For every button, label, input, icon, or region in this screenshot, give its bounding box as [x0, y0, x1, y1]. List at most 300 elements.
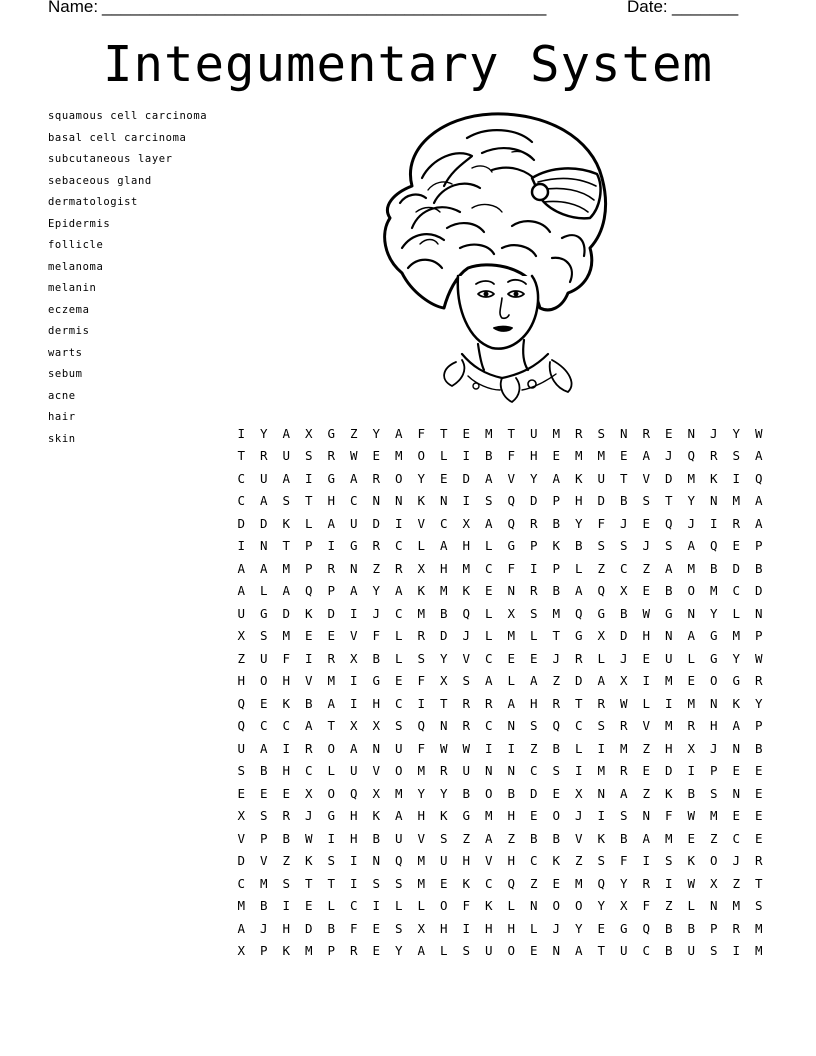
grid-letter: A [394, 808, 403, 824]
grid-letter: R [552, 695, 561, 711]
grid-letter: Z [529, 875, 538, 891]
grid-letter: B [552, 515, 561, 531]
grid-letter: N [372, 740, 381, 756]
grid-letter: X [237, 943, 246, 959]
grid-letter: G [732, 673, 741, 689]
grid-letter: W [619, 695, 628, 711]
word-list-item: sebaceous gland [48, 174, 152, 187]
grid-letter: G [664, 605, 673, 621]
word-list-item: follicle [48, 239, 104, 251]
grid-letter: H [529, 695, 538, 711]
grid-letter: U [259, 470, 268, 486]
grid-letter: Q [304, 583, 313, 599]
grid-letter: J [372, 605, 381, 621]
grid-letter: B [259, 898, 268, 914]
grid-letter: Q [394, 853, 403, 869]
grid-letter: E [439, 470, 448, 486]
grid-letter: V [462, 650, 471, 666]
grid-letter: S [259, 808, 268, 824]
grid-letter: R [484, 695, 493, 711]
grid-letter: R [687, 718, 696, 734]
grid-letter: A [237, 560, 246, 576]
grid-letter: T [619, 470, 628, 486]
grid-letter: D [529, 493, 538, 509]
grid-letter: L [732, 605, 741, 621]
grid-letter: Q [687, 448, 696, 464]
grid-letter: L [484, 605, 493, 621]
grid-letter: N [709, 695, 718, 711]
grid-letter: T [282, 538, 291, 554]
grid-letter: E [304, 898, 313, 914]
grid-letter: S [732, 448, 741, 464]
grid-letter: U [529, 425, 538, 441]
word-list-item: skin [48, 432, 76, 445]
grid-letter: T [574, 695, 583, 711]
grid-letter: B [462, 785, 471, 801]
grid-letter: R [394, 560, 403, 576]
grid-letter: L [417, 898, 426, 914]
grid-letter: H [507, 853, 516, 869]
victorian-woman-illustration [372, 108, 624, 406]
grid-letter: B [507, 785, 516, 801]
grid-letter: S [439, 830, 448, 846]
grid-letter: A [259, 493, 268, 509]
grid-letter: X [349, 718, 358, 734]
grid-letter: B [372, 830, 381, 846]
grid-letter: R [259, 448, 268, 464]
grid-letter: N [439, 493, 448, 509]
grid-letter: P [552, 493, 561, 509]
grid-letter: S [642, 493, 651, 509]
grid-letter: N [597, 785, 606, 801]
grid-letter: Q [507, 515, 516, 531]
grid-letter: P [709, 920, 718, 936]
grid-letter: L [529, 628, 538, 644]
grid-letter: S [372, 875, 381, 891]
grid-letter: U [687, 943, 696, 959]
grid-letter: O [709, 673, 718, 689]
grid-letter: E [394, 673, 403, 689]
grid-letter: X [507, 605, 516, 621]
grid-letter: V [417, 515, 426, 531]
grid-letter: X [709, 875, 718, 891]
grid-letter: J [462, 628, 471, 644]
grid-letter: H [664, 740, 673, 756]
grid-letter: A [327, 695, 336, 711]
grid-letter: E [754, 830, 763, 846]
grid-letter: Y [372, 583, 381, 599]
grid-letter: T [237, 448, 246, 464]
grid-letter: A [349, 740, 358, 756]
grid-letter: E [327, 628, 336, 644]
grid-letter: S [529, 605, 538, 621]
grid-letter: G [462, 808, 471, 824]
grid-letter: M [574, 875, 583, 891]
grid-letter: A [484, 515, 493, 531]
grid-letter: M [327, 673, 336, 689]
grid-letter: T [304, 493, 313, 509]
name-blank-line[interactable]: _______________________________________________ [102, 0, 547, 16]
grid-letter: K [282, 515, 291, 531]
grid-letter: X [417, 920, 426, 936]
grid-letter: K [687, 853, 696, 869]
grid-letter: J [574, 808, 583, 824]
grid-letter: U [237, 740, 246, 756]
grid-letter: N [687, 605, 696, 621]
grid-letter: E [529, 650, 538, 666]
grid-letter: I [462, 448, 471, 464]
grid-letter: J [664, 448, 673, 464]
grid-letter: F [664, 808, 673, 824]
grid-letter: I [349, 695, 358, 711]
word-list-item: squamous cell carcinoma [48, 110, 208, 122]
grid-letter: I [237, 425, 246, 441]
grid-letter: A [507, 695, 516, 711]
grid-letter: C [304, 763, 313, 779]
grid-letter: P [754, 718, 763, 734]
grid-letter: R [754, 673, 763, 689]
grid-letter: Z [462, 830, 471, 846]
grid-letter: K [417, 493, 426, 509]
grid-letter: I [732, 470, 741, 486]
grid-letter: Z [709, 830, 718, 846]
grid-letter: P [259, 830, 268, 846]
grid-letter: A [552, 470, 561, 486]
grid-letter: Y [687, 493, 696, 509]
grid-letter: Z [282, 853, 291, 869]
grid-letter: F [597, 515, 606, 531]
grid-letter: B [619, 605, 628, 621]
grid-letter: L [394, 898, 403, 914]
grid-letter: R [327, 650, 336, 666]
grid-letter: W [754, 425, 763, 441]
grid-letter: N [394, 493, 403, 509]
grid-letter: O [417, 448, 426, 464]
grid-letter: E [642, 763, 651, 779]
grid-letter: L [417, 538, 426, 554]
grid-letter: U [462, 763, 471, 779]
word-list-item: hair [48, 411, 76, 423]
grid-letter: P [709, 763, 718, 779]
grid-letter: I [484, 740, 493, 756]
grid-letter: D [462, 470, 471, 486]
grid-letter: N [507, 763, 516, 779]
grid-letter: X [462, 515, 471, 531]
grid-letter: X [372, 718, 381, 734]
grid-letter: D [664, 763, 673, 779]
grid-letter: Z [597, 560, 606, 576]
grid-letter: G [372, 673, 381, 689]
grid-letter: W [462, 740, 471, 756]
grid-letter: F [417, 740, 426, 756]
grid-letter: R [642, 875, 651, 891]
grid-letter: C [642, 943, 651, 959]
grid-letter: M [417, 875, 426, 891]
grid-letter: L [327, 898, 336, 914]
grid-letter: P [754, 538, 763, 554]
grid-letter: T [754, 875, 763, 891]
grid-letter: L [394, 628, 403, 644]
word-list-item: melanoma [48, 260, 104, 273]
grid-letter: G [327, 425, 336, 441]
grid-letter: L [687, 898, 696, 914]
grid-letter: C [237, 493, 246, 509]
grid-letter: C [732, 583, 741, 599]
grid-letter: N [507, 718, 516, 734]
grid-letter: E [619, 448, 628, 464]
grid-letter: J [304, 808, 313, 824]
grid-letter: M [619, 740, 628, 756]
grid-letter: B [304, 695, 313, 711]
grid-letter: G [327, 808, 336, 824]
grid-letter: E [552, 785, 561, 801]
grid-letter: Q [507, 493, 516, 509]
grid-letter: I [349, 853, 358, 869]
grid-letter: U [597, 470, 606, 486]
grid-letter: D [372, 515, 381, 531]
grid-letter: Q [664, 515, 673, 531]
grid-letter: M [259, 875, 268, 891]
grid-letter: S [484, 493, 493, 509]
grid-letter: K [552, 538, 561, 554]
grid-letter: S [664, 853, 673, 869]
grid-letter: A [574, 943, 583, 959]
grid-letter: L [259, 583, 268, 599]
grid-letter: P [304, 560, 313, 576]
grid-letter: Y [574, 920, 583, 936]
grid-letter: Z [349, 425, 358, 441]
grid-letter: B [439, 605, 448, 621]
grid-letter: W [642, 605, 651, 621]
grid-letter: F [417, 425, 426, 441]
grid-letter: R [574, 650, 583, 666]
grid-letter: S [597, 853, 606, 869]
grid-letter: Y [372, 425, 381, 441]
grid-letter: F [462, 898, 471, 914]
grid-letter: R [732, 920, 741, 936]
grid-letter: M [417, 605, 426, 621]
grid-letter: Z [552, 673, 561, 689]
grid-letter: W [304, 830, 313, 846]
grid-letter: I [462, 493, 471, 509]
grid-letter: C [349, 898, 358, 914]
grid-letter: N [529, 898, 538, 914]
grid-letter: M [574, 448, 583, 464]
date-blank-line[interactable]: _______ [672, 0, 739, 16]
grid-letter: L [484, 538, 493, 554]
grid-letter: E [732, 538, 741, 554]
grid-letter: B [687, 785, 696, 801]
grid-letter: N [687, 425, 696, 441]
grid-letter: X [619, 673, 628, 689]
grid-letter: E [529, 943, 538, 959]
grid-letter: Q [754, 470, 763, 486]
grid-letter: D [664, 470, 673, 486]
grid-letter: R [619, 763, 628, 779]
grid-letter: W [439, 740, 448, 756]
grid-letter: W [349, 448, 358, 464]
grid-letter: O [394, 470, 403, 486]
grid-letter: B [619, 830, 628, 846]
grid-letter: V [259, 853, 268, 869]
grid-letter: V [304, 673, 313, 689]
grid-letter: L [327, 763, 336, 779]
grid-letter: A [574, 583, 583, 599]
grid-letter: F [417, 673, 426, 689]
grid-letter: I [304, 650, 313, 666]
grid-letter: N [372, 493, 381, 509]
grid-letter: Y [597, 898, 606, 914]
word-list-item: subcutaneous layer [48, 153, 173, 165]
grid-letter: G [619, 920, 628, 936]
grid-letter: C [484, 875, 493, 891]
grid-letter: V [237, 830, 246, 846]
grid-letter: V [484, 853, 493, 869]
grid-letter: Y [709, 605, 718, 621]
grid-letter: K [372, 808, 381, 824]
grid-letter: E [552, 448, 561, 464]
grid-letter: J [687, 515, 696, 531]
grid-letter: A [754, 515, 763, 531]
grid-letter: M [394, 448, 403, 464]
grid-letter: A [417, 943, 426, 959]
grid-letter: K [664, 785, 673, 801]
grid-letter: R [417, 628, 426, 644]
grid-letter: Z [642, 785, 651, 801]
grid-letter: D [597, 493, 606, 509]
grid-letter: N [732, 740, 741, 756]
grid-letter: C [349, 493, 358, 509]
grid-letter: R [574, 425, 583, 441]
grid-letter: Q [597, 875, 606, 891]
grid-letter: A [259, 560, 268, 576]
grid-letter: M [687, 560, 696, 576]
grid-letter: E [642, 650, 651, 666]
grid-letter: Q [709, 538, 718, 554]
grid-letter: E [462, 425, 471, 441]
grid-letter: X [237, 628, 246, 644]
grid-letter: X [574, 785, 583, 801]
grid-letter: R [529, 515, 538, 531]
grid-letter: N [507, 583, 516, 599]
grid-letter: S [619, 538, 628, 554]
grid-letter: E [507, 650, 516, 666]
grid-letter: O [552, 808, 561, 824]
grid-letter: F [507, 560, 516, 576]
grid-letter: Y [394, 943, 403, 959]
grid-letter: N [732, 785, 741, 801]
grid-letter: R [349, 943, 358, 959]
grid-letter: M [754, 920, 763, 936]
grid-letter: V [642, 718, 651, 734]
grid-letter: I [327, 830, 336, 846]
grid-letter: J [732, 853, 741, 869]
grid-letter: I [687, 763, 696, 779]
grid-letter: S [709, 785, 718, 801]
grid-letter: I [462, 920, 471, 936]
grid-letter: R [439, 763, 448, 779]
grid-letter: K [709, 470, 718, 486]
grid-letter: J [709, 425, 718, 441]
grid-letter: A [394, 425, 403, 441]
grid-letter: K [282, 695, 291, 711]
grid-letter: V [372, 763, 381, 779]
grid-letter: W [687, 875, 696, 891]
grid-letter: M [507, 628, 516, 644]
grid-letter: H [282, 920, 291, 936]
grid-letter: E [237, 785, 246, 801]
grid-letter: U [282, 448, 291, 464]
grid-letter: A [754, 448, 763, 464]
grid-letter: L [529, 920, 538, 936]
grid-letter: O [439, 898, 448, 914]
grid-letter: N [754, 605, 763, 621]
grid-letter: I [282, 740, 291, 756]
grid-letter: N [439, 718, 448, 734]
grid-letter: S [282, 875, 291, 891]
grid-letter: B [552, 740, 561, 756]
grid-letter: E [754, 785, 763, 801]
grid-letter: W [754, 650, 763, 666]
grid-letter: L [304, 515, 313, 531]
grid-letter: F [642, 898, 651, 914]
grid-letter: X [349, 650, 358, 666]
grid-letter: Z [642, 560, 651, 576]
grid-letter: V [642, 470, 651, 486]
grid-letter: M [394, 785, 403, 801]
grid-letter: I [597, 740, 606, 756]
grid-letter: A [237, 583, 246, 599]
grid-letter: K [304, 605, 313, 621]
grid-letter: M [664, 673, 673, 689]
grid-letter: G [349, 538, 358, 554]
grid-letter: Z [574, 853, 583, 869]
grid-letter: E [484, 583, 493, 599]
grid-letter: O [507, 943, 516, 959]
grid-letter: R [372, 538, 381, 554]
grid-letter: Y [529, 470, 538, 486]
grid-letter: L [484, 628, 493, 644]
grid-letter: Z [237, 650, 246, 666]
grid-letter: N [619, 425, 628, 441]
grid-letter: N [709, 493, 718, 509]
grid-letter: E [529, 808, 538, 824]
grid-letter: A [687, 628, 696, 644]
grid-letter: B [529, 830, 538, 846]
grid-letter: E [372, 943, 381, 959]
grid-letter: A [642, 448, 651, 464]
grid-letter: R [327, 560, 336, 576]
grid-letter: U [237, 605, 246, 621]
grid-letter: M [484, 808, 493, 824]
grid-letter: Z [664, 898, 673, 914]
grid-letter: A [732, 718, 741, 734]
grid-letter: Y [732, 650, 741, 666]
grid-letter: T [327, 718, 336, 734]
grid-letter: K [552, 853, 561, 869]
grid-letter: M [597, 763, 606, 779]
grid-letter: Q [462, 605, 471, 621]
grid-letter: S [394, 875, 403, 891]
grid-letter: H [462, 853, 471, 869]
grid-letter: G [259, 605, 268, 621]
grid-letter: H [642, 628, 651, 644]
grid-letter: Z [529, 740, 538, 756]
grid-letter: R [709, 448, 718, 464]
grid-letter: N [484, 763, 493, 779]
grid-letter: Q [507, 875, 516, 891]
grid-letter: C [394, 538, 403, 554]
